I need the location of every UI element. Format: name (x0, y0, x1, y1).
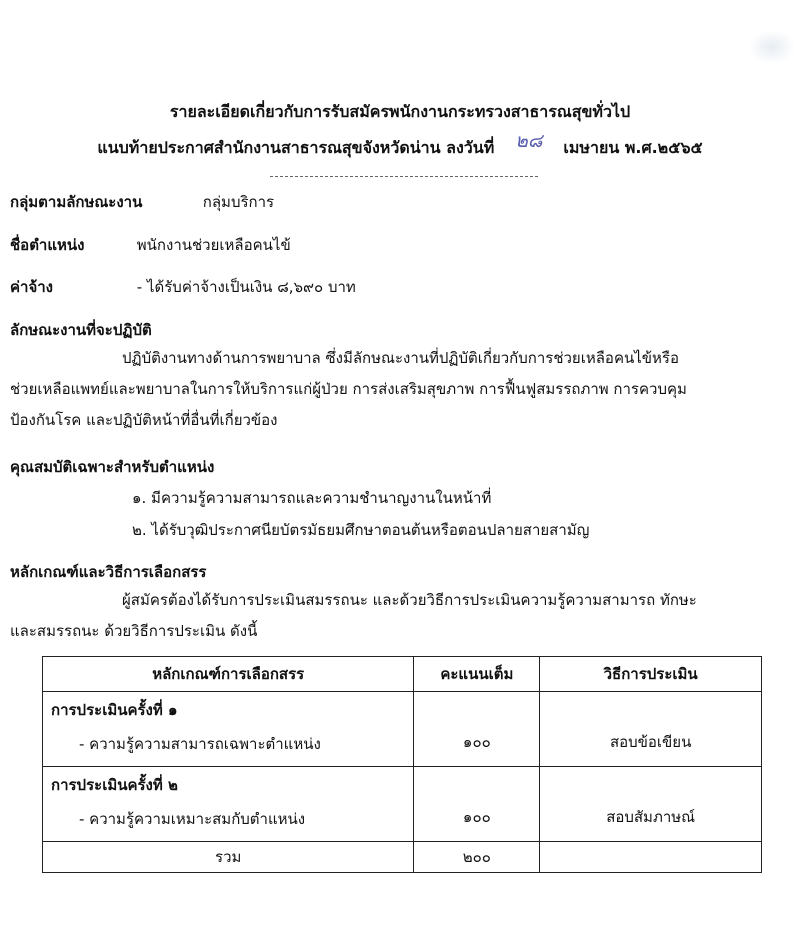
group-row (10, 190, 274, 214)
duties-paragraph (10, 343, 790, 436)
criteria-cell (43, 692, 414, 767)
total-method-empty (540, 842, 762, 873)
wage-label: ค่าจ้าง (10, 278, 53, 296)
round-2-method: สอบสัมภาษณ์ (540, 767, 762, 842)
selection-line-2: และสมรรถนะ ด้วยวิธีการประเมิน ดังนี้ (10, 622, 258, 640)
position-value: พนักงานช่วยเหลือคนไข้ (136, 236, 291, 254)
selection-heading: หลักเกณฑ์และวิธีการเลือกสรร (10, 563, 207, 581)
wage-value: - ได้รับค่าจ้างเป็นเงิน ๘,๖๙๐ บาท (136, 278, 356, 296)
header-method: วิธีการประเมิน (540, 657, 762, 692)
table-header-row (43, 657, 762, 692)
position-row (10, 233, 291, 257)
duties-line-3: ป้องกันโรค และปฏิบัติหน้าที่อื่นที่เกี่ยวข้อง (10, 411, 278, 429)
qualification-item-1: ๑. มีความรู้ความสามารถและความชำนาญงานในหน้าที่ (132, 489, 492, 507)
document-title-line2 (0, 132, 800, 162)
group-label: กลุ่มตามลักษณะงาน (10, 193, 143, 211)
position-label: ชื่อตำแหน่ง (10, 236, 85, 254)
round-1-method: สอบข้อเขียน (540, 692, 762, 767)
round-1-item: - ความรู้ความสามารถเฉพาะตำแหน่ง (79, 735, 321, 753)
round-2-item: - ความรู้ความเหมาะสมกับตำแหน่ง (79, 810, 306, 828)
dashed-divider (270, 176, 538, 177)
round-1-score: ๑๐๐ (414, 692, 540, 767)
duties-heading: ลักษณะงานที่จะปฏิบัติ (10, 321, 152, 339)
document-title-line1: รายละเอียดเกี่ยวกับการรับสมัครพนักงานกระทรวงสาธารณสุขทั่วไป (169, 102, 631, 121)
total-label: รวม (43, 842, 414, 873)
duties-line-1: ปฏิบัติงานทางด้านการพยาบาล ซึ่งมีลักษณะงานที่ปฏิบัติเกี่ยวกับการช่วยเหลือคนไข้หรือ (122, 349, 679, 367)
wage-row (10, 275, 356, 299)
round-2-heading: การประเมินครั้งที่ ๒ (51, 776, 178, 794)
total-score: ๒๐๐ (414, 842, 540, 873)
group-value: กลุ่มบริการ (202, 193, 275, 211)
title-line2-suffix: เมษายน พ.ศ.๒๕๖๕ (563, 138, 703, 157)
header-full-score: คะแนนเต็ม (414, 657, 540, 692)
selection-line-1: ผู้สมัครต้องได้รับการประเมินสมรรถนะ และด้วยวิธีการประเมินความรู้ความสามารถ ทักษะ (122, 591, 697, 609)
handwritten-day: ๒๘ (515, 130, 543, 152)
criteria-table (42, 656, 762, 873)
selection-paragraph (10, 585, 790, 647)
criteria-cell (43, 767, 414, 842)
table-row (43, 692, 762, 767)
qualification-item-2: ๒. ได้รับวุฒิประกาศนียบัตรมัธยมศึกษาตอนต้นหรือตอนปลายสายสามัญ (132, 521, 590, 539)
duties-line-2: ช่วยเหลือแพทย์และพยาบาลในการให้บริการแก่ผู้ป่วย การส่งเสริมสุขภาพ การฟื้นฟูสมรรถภาพ การควบคุม (10, 380, 687, 398)
round-1-heading: การประเมินครั้งที่ ๑ (51, 701, 178, 719)
header-criteria: หลักเกณฑ์การเลือกสรร (43, 657, 414, 692)
title-line2-prefix: แนบท้ายประกาศสำนักงานสาธารณสุขจังหวัดน่าน ลงวันที่ (97, 138, 495, 157)
table-total-row (43, 842, 762, 873)
qualifications-heading: คุณสมบัติเฉพาะสำหรับตำแหน่ง (10, 458, 215, 476)
round-2-score: ๑๐๐ (414, 767, 540, 842)
scan-smudge (748, 30, 796, 64)
table-row (43, 767, 762, 842)
